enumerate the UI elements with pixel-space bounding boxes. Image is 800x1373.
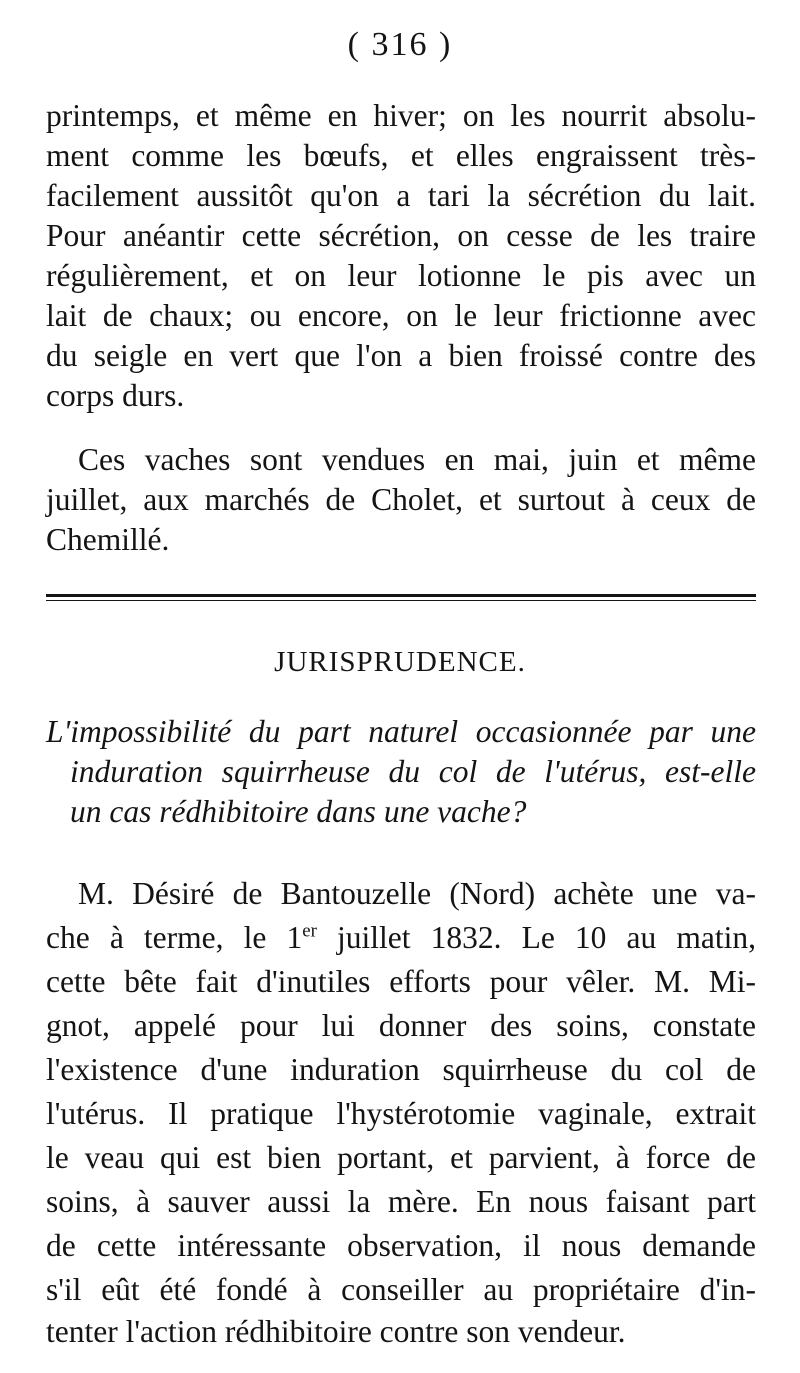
text-line: de cette intéressante observation, il nous demande <box>46 1228 756 1263</box>
text-line: ment comme les bœufs, et elles engraissent très- <box>46 138 756 173</box>
text-line: printemps, et même en hiver; on les nourrit absolu- <box>46 98 756 133</box>
text-line: lait de chaux; ou encore, on le leur frictionne avec <box>46 298 756 333</box>
section-heading: JURISPRUDENCE. <box>274 646 526 678</box>
section-divider-thin <box>46 600 756 601</box>
text-line: Ces vaches sont vendues en mai, juin et même <box>78 442 756 477</box>
text-fragment: che à terme, le 1 <box>46 920 303 955</box>
text-line: M. Désiré de Bantouzelle (Nord) achète une va- <box>78 876 756 911</box>
text-fragment: juillet 1832. Le 10 au matin, <box>316 920 756 955</box>
text-line: le veau qui est bien portant, et parvient, à force de <box>46 1140 756 1175</box>
text-line: s'il eût été fondé à conseiller au propriétaire d'in- <box>46 1272 756 1307</box>
text-line: Chemillé. <box>46 522 170 557</box>
text-line: gnot, appelé pour lui donner des soins, constate <box>46 1008 756 1043</box>
superscript: er <box>302 920 317 942</box>
text-line: l'utérus. Il pratique l'hystérotomie vaginale, extrait <box>46 1096 756 1131</box>
text-line: du seigle en vert que l'on a bien froissé contre des <box>46 338 756 373</box>
text-line <box>46 918 756 958</box>
text-line: facilement aussitôt qu'on a tari la sécrétion du lait. <box>46 178 756 213</box>
question-line: induration squirrheuse du col de l'utérus, est-elle <box>70 754 756 789</box>
text-line: cette bête fait d'inutiles efforts pour vêler. M. Mi- <box>46 964 756 999</box>
question-line: L'impossibilité du part naturel occasionnée par une <box>46 714 756 749</box>
text-line: Pour anéantir cette sécrétion, on cesse de les traire <box>46 218 756 253</box>
text-line: régulièrement, et on leur lotionne le pis avec un <box>46 258 756 293</box>
text-line: corps durs. <box>46 378 185 413</box>
text-line: soins, à sauver aussi la mère. En nous faisant part <box>46 1184 756 1219</box>
page-number: ( 316 ) <box>347 26 453 63</box>
text-line: tenter l'action rédhibitoire contre son vendeur. <box>46 1314 626 1349</box>
section-divider-thick <box>46 594 756 597</box>
question-line: un cas rédhibitoire dans une vache? <box>70 794 527 829</box>
text-line: l'existence d'une induration squirrheuse du col de <box>46 1052 756 1087</box>
text-line: juillet, aux marchés de Cholet, et surtout à ceux de <box>46 482 756 517</box>
